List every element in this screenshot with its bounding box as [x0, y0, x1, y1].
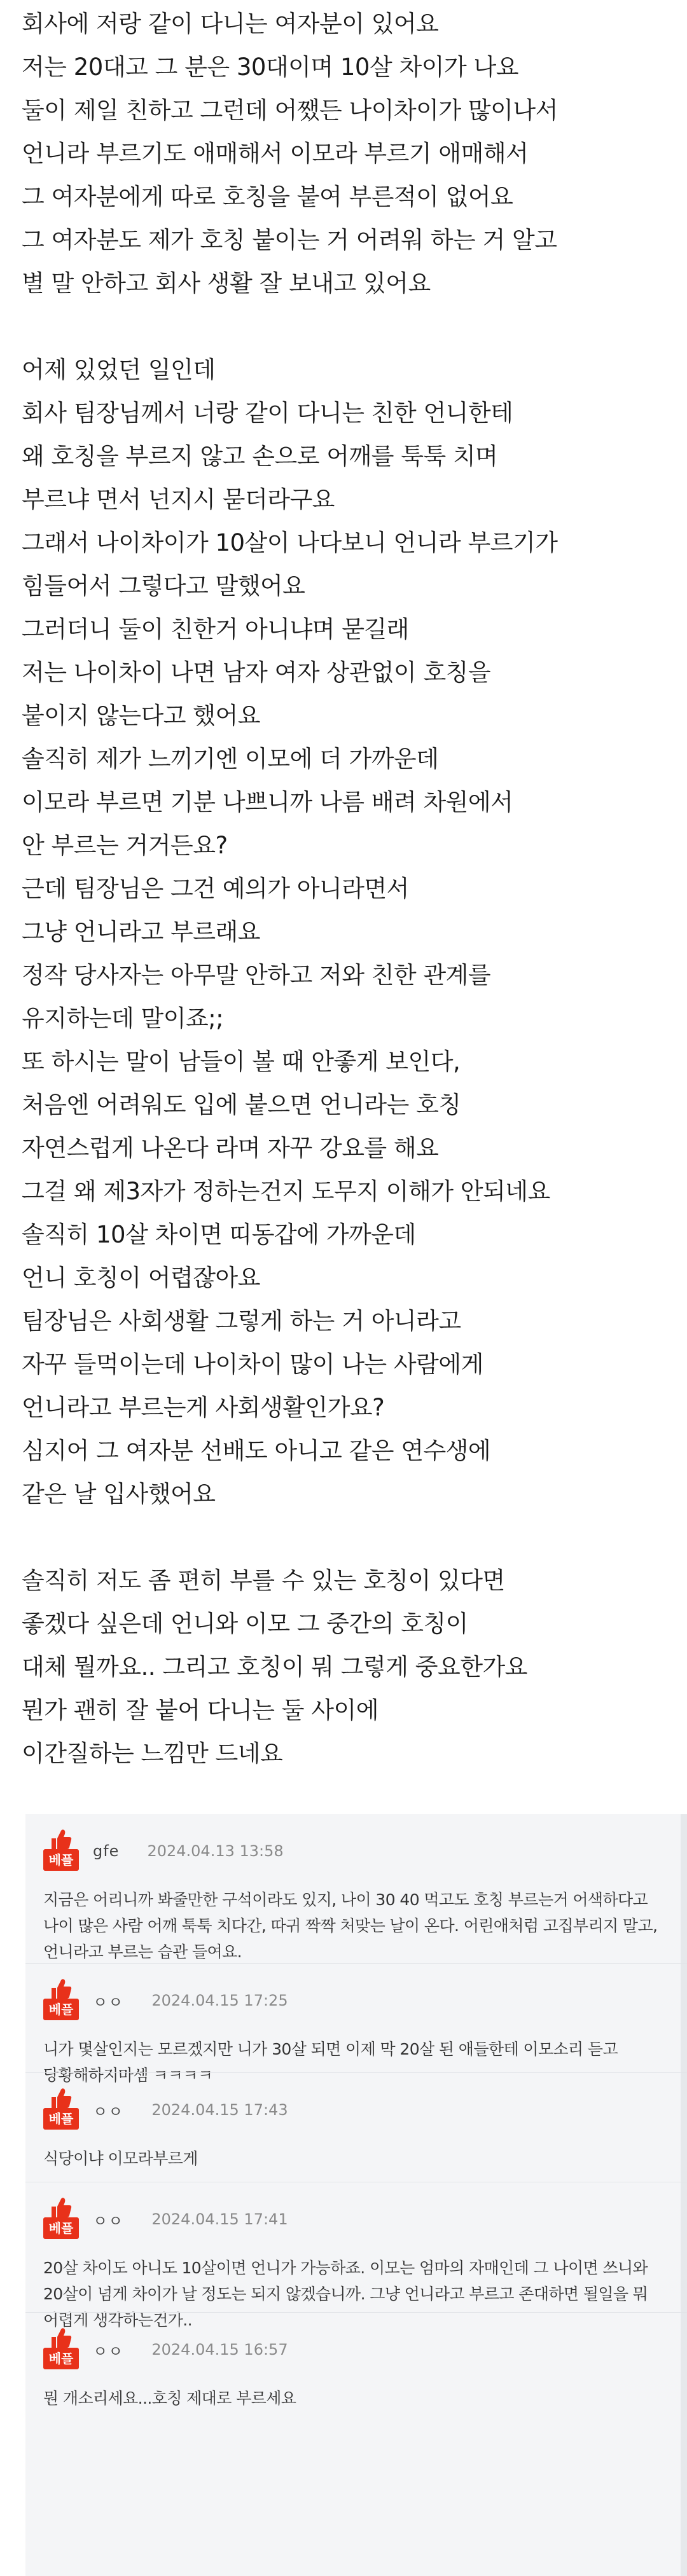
comment-item — [25, 2312, 687, 2414]
comment-date: 2024.04.15 17:43 — [151, 2101, 288, 2119]
post-line: 그러더니 둘이 친한거 아니냐며 묻길래 — [22, 616, 409, 643]
comment-author[interactable]: ㅇㅇ — [93, 1993, 124, 2011]
post-blank-line — [22, 1516, 670, 1559]
post-line: 그 여자분도 제가 호칭 붙이는 거 어려워 하는 거 알고 — [22, 226, 557, 254]
comment-header — [43, 2087, 674, 2133]
post-line: 대체 뭘까요.. 그리고 호칭이 뭐 그렇게 중요한가요 — [22, 1653, 527, 1681]
comment-header — [43, 1828, 674, 1874]
comment-item — [25, 1814, 687, 1963]
best-badge — [43, 1829, 79, 1873]
post-line: 그 여자분에게 따로 호칭을 붙여 부른적이 없어요 — [22, 183, 513, 210]
post-line: 안 부르는 거거든요? — [22, 832, 228, 859]
post-line: 같은 날 입사했어요 — [22, 1480, 216, 1508]
comment-text: 20살 차이도 아니도 10살이면 언니가 가능하죠. 이모는 엄마의 자매인데 그 나이면 쓰니와 20살이 넘게 차이가 날 정도는 되지 않겠습니까. 그냥 언니라고 부르고 존대하면 될일을 뭐 어렵게 생각하는건가.. — [43, 2259, 648, 2329]
post-line: 언니라 부르기도 애매해서 이모라 부르기 애매해서 — [22, 140, 529, 167]
post-line: 그걸 왜 제3자가 정하는건지 도무지 이해가 안되네요 — [22, 1178, 550, 1205]
comment-author[interactable]: gfe — [93, 1842, 120, 1860]
thumbs-up-icon — [50, 1978, 73, 2000]
post-line: 솔직히 10살 차이면 띠동갑에 가까운데 — [22, 1221, 416, 1248]
best-label: 베플 — [43, 2108, 79, 2130]
post-line: 유지하는데 말이죠;; — [22, 1005, 224, 1032]
post-line: 근데 팀장님은 그건 예의가 아니라면서 — [22, 875, 409, 902]
best-label: 베플 — [43, 1849, 79, 1871]
comment-item — [25, 1963, 687, 2084]
comment-date: 2024.04.15 17:41 — [151, 2210, 288, 2228]
comment-date: 2024.04.15 16:57 — [151, 2341, 288, 2359]
best-badge — [43, 2327, 79, 2372]
post-line: 어제 있었던 일인데 — [22, 356, 216, 383]
comment-text: 니가 몇살인지는 모르겠지만 니가 30살 되면 이제 막 20살 된 애들한테 이모소리 듣고 당황해하지마셈 ㅋㅋㅋㅋ — [43, 2040, 618, 2084]
post-line: 회사 팀장님께서 너랑 같이 다니는 친한 언니한테 — [22, 399, 513, 427]
post-line: 저는 20대고 그 분은 30대이며 10살 차이가 나요 — [22, 53, 518, 81]
comment-list — [25, 1814, 687, 2414]
best-badge — [43, 1978, 79, 2023]
post-line: 솔직히 제가 느끼기엔 이모에 더 가까운데 — [22, 745, 439, 773]
comment-date: 2024.04.15 17:25 — [151, 1992, 288, 2009]
best-badge — [43, 2197, 79, 2242]
comment-text: 지금은 어리니까 봐줄만한 구석이라도 있지, 나이 30 40 먹고도 호칭 부르는거 어색하다고 나이 많은 사람 어깨 툭툭 치다간, 따귀 짝짝 처맞는 날이 온다. 어린애처럼 고집부리지 말고, 언니라고 부르는 습관 들여요. — [43, 1891, 658, 1961]
post-line: 둘이 제일 친하고 그런데 어쨌든 나이차이가 많이나서 — [22, 97, 558, 124]
best-label: 베플 — [43, 2217, 79, 2239]
comment-text: 식당이냐 이모라부르게 — [43, 2149, 198, 2168]
comment-header — [43, 2327, 674, 2373]
post-line: 언니라고 부르는게 사회생활인가요? — [22, 1394, 385, 1421]
post-line: 처음엔 어려워도 입에 붙으면 언니라는 호칭 — [22, 1091, 461, 1119]
post-line: 팀장님은 사회생활 그렇게 하는 거 아니라고 — [22, 1307, 461, 1335]
best-label: 베플 — [43, 2348, 79, 2369]
post-line: 자꾸 들먹이는데 나이차이 많이 나는 사람에게 — [22, 1351, 483, 1378]
post-line: 이간질하는 느낌만 드네요 — [22, 1740, 283, 1767]
post-line: 힘들어서 그렇다고 말했어요 — [22, 572, 305, 600]
post-blank-line — [22, 305, 670, 348]
thumbs-up-icon — [50, 2197, 73, 2219]
comment-author[interactable]: ㅇㅇ — [93, 2102, 124, 2121]
comment-item — [25, 2182, 687, 2329]
comment-item — [25, 2072, 687, 2182]
post-line: 그래서 나이차이가 10살이 나다보니 언니라 부르기가 — [22, 529, 558, 556]
best-label: 베플 — [43, 1999, 79, 2020]
best-badge — [43, 2088, 79, 2132]
post-line: 뭔가 괜히 잘 붙어 다니는 둘 사이에 — [22, 1697, 378, 1724]
best-comments-section — [25, 1814, 687, 2576]
post-line: 언니 호칭이 어렵잖아요 — [22, 1264, 260, 1291]
post-line: 왜 호칭을 부르지 않고 손으로 어깨를 툭툭 치며 — [22, 443, 498, 470]
post-line: 회사에 저랑 같이 다니는 여자분이 있어요 — [22, 10, 439, 38]
post-line: 정작 당사자는 아무말 안하고 저와 친한 관계를 — [22, 961, 491, 989]
comment-text: 뭔 개소리세요...호칭 제대로 부르세요 — [43, 2389, 296, 2407]
post-line: 좋겠다 싶은데 언니와 이모 그 중간의 호칭이 — [22, 1610, 468, 1637]
comment-header — [43, 1978, 674, 2023]
post-line: 그냥 언니라고 부르래요 — [22, 918, 260, 946]
comment-header — [43, 2196, 674, 2242]
post-line: 또 하시는 말이 남들이 볼 때 안좋게 보인다, — [22, 1048, 461, 1075]
post-line: 별 말 안하고 회사 생활 잘 보내고 있어요 — [22, 270, 431, 297]
thumbs-up-icon — [50, 2327, 73, 2349]
post-line: 이모라 부르면 기분 나쁘니까 나름 배려 차원에서 — [22, 789, 513, 816]
post-line: 부르냐 면서 넌지시 묻더라구요 — [22, 486, 335, 513]
post-line: 솔직히 저도 좀 편히 부를 수 있는 호칭이 있다면 — [22, 1567, 505, 1594]
post-line: 자연스럽게 나온다 라며 자꾸 강요를 해요 — [22, 1134, 439, 1162]
thumbs-up-icon — [50, 1829, 73, 1850]
post-line: 저는 나이차이 나면 남자 여자 상관없이 호칭을 — [22, 659, 491, 686]
thumbs-up-icon — [50, 2088, 73, 2109]
comment-date: 2024.04.13 13:58 — [147, 1842, 284, 1860]
comment-author[interactable]: ㅇㅇ — [93, 2342, 124, 2360]
post-line: 붙이지 않는다고 했어요 — [22, 702, 260, 729]
comment-author[interactable]: ㅇㅇ — [93, 2212, 124, 2230]
post-line: 심지어 그 여자분 선배도 아니고 같은 연수생에 — [22, 1437, 491, 1464]
